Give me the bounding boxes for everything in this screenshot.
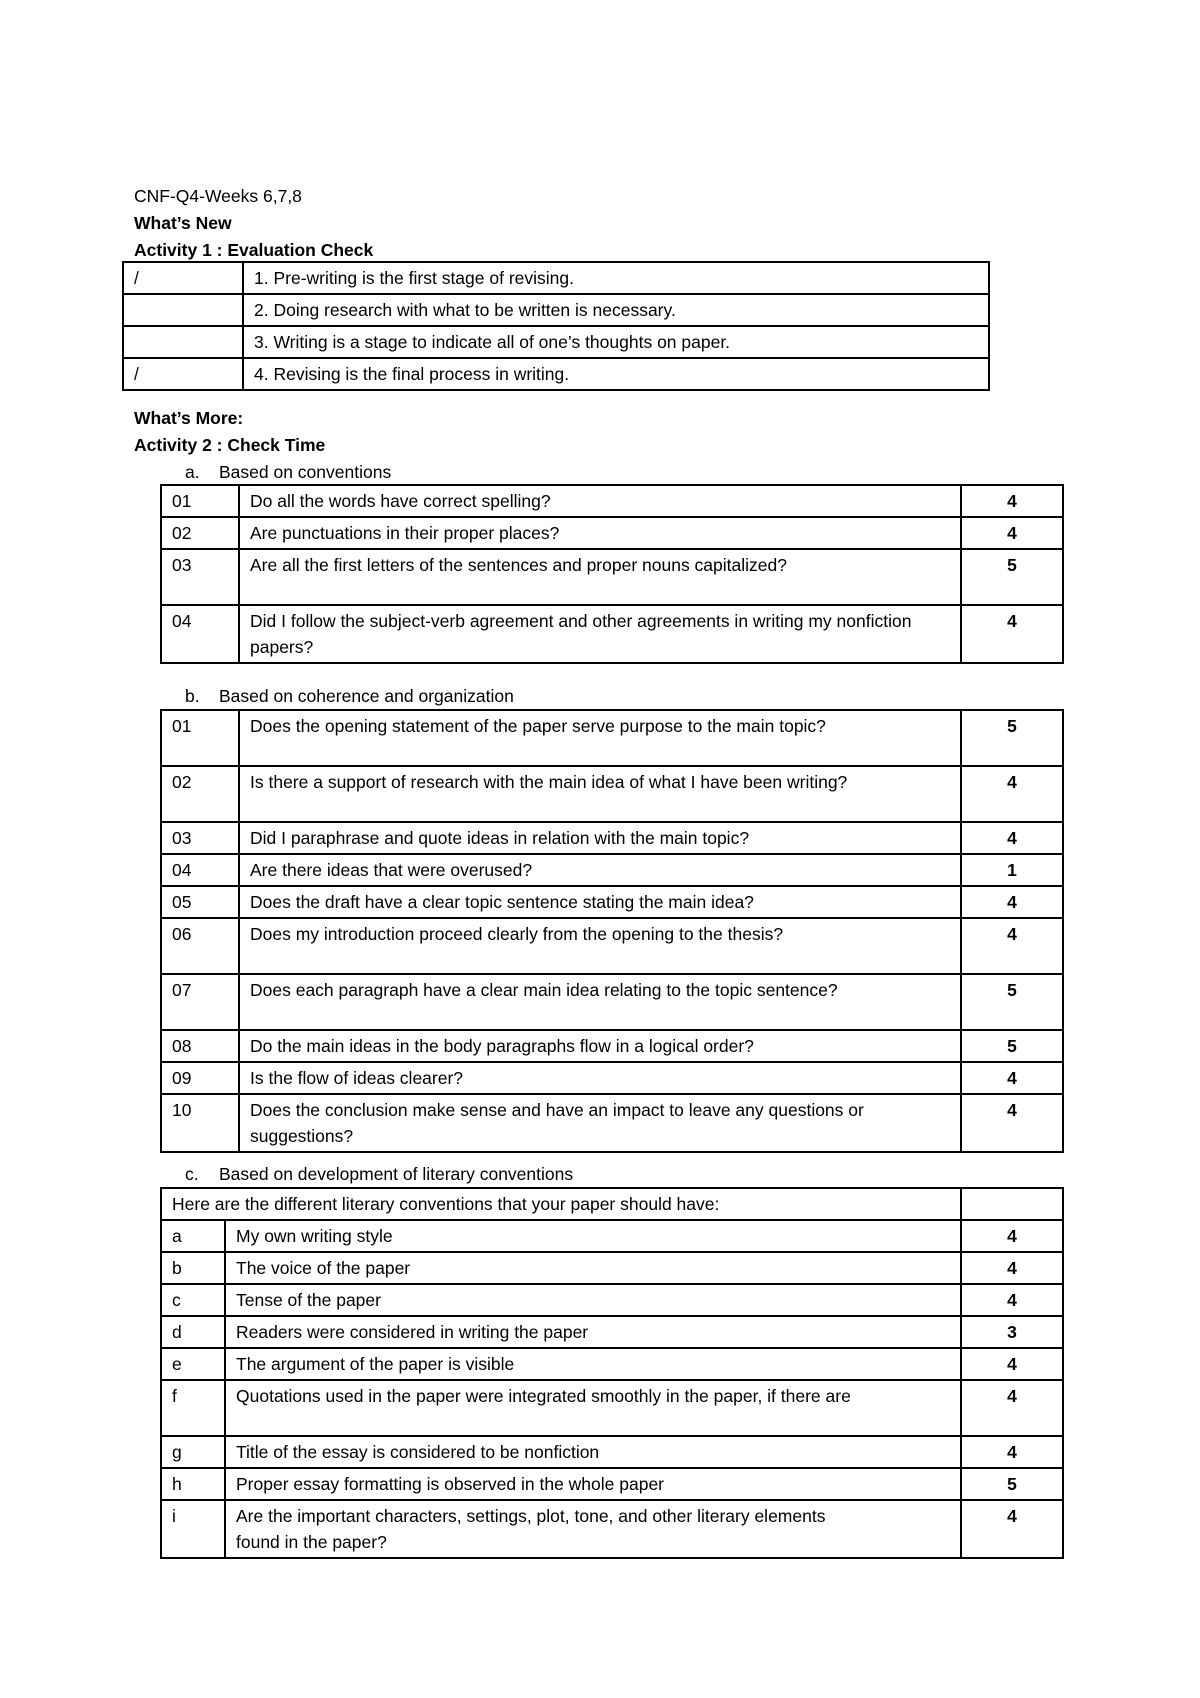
score: 4 (961, 485, 1063, 517)
table-row (161, 1284, 1063, 1316)
score: 4 (961, 1094, 1063, 1152)
score: 4 (961, 766, 1063, 822)
score: 4 (961, 1500, 1063, 1558)
table-row (161, 517, 1063, 549)
score: 3 (961, 1316, 1063, 1348)
table-row (161, 1316, 1063, 1348)
table-row (161, 822, 1063, 854)
table-row (161, 854, 1063, 886)
score: 5 (961, 1468, 1063, 1500)
item-number: 04 (161, 605, 239, 663)
score: 4 (961, 1252, 1063, 1284)
question: Do the main ideas in the body paragraphs flow in a logical order? (239, 1030, 961, 1062)
table-row (161, 1094, 1063, 1152)
convention: The argument of the paper is visible (225, 1348, 961, 1380)
table-row (161, 549, 1063, 605)
convention: Are the important characters, settings, plot, tone, and other literary elements found in the paper? (225, 1500, 961, 1558)
question: Does my introduction proceed clearly from the opening to the thesis? (239, 918, 961, 974)
part-c-letter: c. (185, 1164, 199, 1184)
score: 4 (961, 886, 1063, 918)
table-row (123, 294, 989, 326)
table-row (161, 1220, 1063, 1252)
score: 4 (961, 1220, 1063, 1252)
question: Does the draft have a clear topic sentence stating the main idea? (239, 886, 961, 918)
part-a-title: Based on conventions (219, 462, 392, 482)
part-c-heading (185, 1161, 573, 1187)
item-letter: b (161, 1252, 225, 1284)
part-a-heading (185, 459, 391, 485)
score: 5 (961, 710, 1063, 766)
table-row (123, 326, 989, 358)
score: 4 (961, 1380, 1063, 1436)
question: Does the conclusion make sense and have an impact to leave any questions or suggestions? (239, 1094, 961, 1152)
question: Is the flow of ideas clearer? (239, 1062, 961, 1094)
item-number: 04 (161, 854, 239, 886)
table-row (161, 1348, 1063, 1380)
item-letter: h (161, 1468, 225, 1500)
question: Are all the first letters of the sentences and proper nouns capitalized? (239, 549, 961, 605)
item-number: 01 (161, 485, 239, 517)
score: 4 (961, 1062, 1063, 1094)
score: 1 (961, 854, 1063, 886)
item-number: 02 (161, 517, 239, 549)
literary-conventions-table (160, 1187, 1064, 1559)
score: 4 (961, 1348, 1063, 1380)
question: Do all the words have correct spelling? (239, 485, 961, 517)
score: 4 (961, 1284, 1063, 1316)
item-number: 03 (161, 822, 239, 854)
empty-score (961, 1188, 1063, 1220)
question: Are punctuations in their proper places? (239, 517, 961, 549)
part-b-heading (185, 683, 514, 709)
score: 4 (961, 605, 1063, 663)
convention: My own writing style (225, 1220, 961, 1252)
statement: 2. Doing research with what to be written is necessary. (243, 294, 989, 326)
question: Does each paragraph have a clear main idea relating to the topic sentence? (239, 974, 961, 1030)
table-row (161, 918, 1063, 974)
item-letter: e (161, 1348, 225, 1380)
item-number: 07 (161, 974, 239, 1030)
score: 5 (961, 1030, 1063, 1062)
convention: The voice of the paper (225, 1252, 961, 1284)
statement: 3. Writing is a stage to indicate all of one’s thoughts on paper. (243, 326, 989, 358)
item-number: 02 (161, 766, 239, 822)
item-number: 08 (161, 1030, 239, 1062)
question: Does the opening statement of the paper serve purpose to the main topic? (239, 710, 961, 766)
table-row (161, 485, 1063, 517)
convention: Title of the essay is considered to be nonfiction (225, 1436, 961, 1468)
convention: Proper essay formatting is observed in the whole paper (225, 1468, 961, 1500)
part-a-letter: a. (185, 462, 200, 482)
conventions-table (160, 484, 1064, 664)
score: 4 (961, 1436, 1063, 1468)
question: Did I follow the subject-verb agreement and other agreements in writing my nonfiction papers? (239, 605, 961, 663)
part-b-title: Based on coherence and organization (219, 686, 514, 706)
table-row (161, 1436, 1063, 1468)
item-letter: a (161, 1220, 225, 1252)
item-letter: g (161, 1436, 225, 1468)
score: 4 (961, 918, 1063, 974)
score: 5 (961, 549, 1063, 605)
item-number: 01 (161, 710, 239, 766)
table-row (123, 358, 989, 390)
score: 5 (961, 974, 1063, 1030)
table-row (161, 1188, 1063, 1220)
convention: Tense of the paper (225, 1284, 961, 1316)
item-letter: i (161, 1500, 225, 1558)
check-mark: / (123, 358, 243, 390)
section-whats-new: What’s New (134, 213, 232, 233)
question: Did I paraphrase and quote ideas in relation with the main topic? (239, 822, 961, 854)
check-mark (123, 326, 243, 358)
item-number: 09 (161, 1062, 239, 1094)
table-row (161, 886, 1063, 918)
part-c-title: Based on development of literary conventions (219, 1164, 574, 1184)
item-number: 05 (161, 886, 239, 918)
activity-2-heading: Activity 2 : Check Time (134, 435, 326, 455)
check-mark: / (123, 262, 243, 294)
convention: Readers were considered in writing the paper (225, 1316, 961, 1348)
item-letter: d (161, 1316, 225, 1348)
intro-text: Here are the different literary conventions that your paper should have: (161, 1188, 961, 1220)
question: Are there ideas that were overused? (239, 854, 961, 886)
item-letter: c (161, 1284, 225, 1316)
score: 4 (961, 822, 1063, 854)
table-row (161, 1380, 1063, 1436)
evaluation-check-table (122, 261, 990, 391)
activity-1-heading: Activity 1 : Evaluation Check (134, 240, 374, 260)
table-row (161, 766, 1063, 822)
check-mark (123, 294, 243, 326)
score: 4 (961, 517, 1063, 549)
section-whats-more: What’s More: (134, 408, 244, 428)
table-row (161, 1500, 1063, 1558)
item-number: 10 (161, 1094, 239, 1152)
table-row (123, 262, 989, 294)
item-number: 06 (161, 918, 239, 974)
statement: 4. Revising is the final process in writing. (243, 358, 989, 390)
item-letter: f (161, 1380, 225, 1436)
part-b-letter: b. (185, 686, 200, 706)
table-row (161, 1252, 1063, 1284)
statement: 1. Pre-writing is the first stage of revising. (243, 262, 989, 294)
coherence-table (160, 709, 1064, 1153)
table-row (161, 605, 1063, 663)
question: Is there a support of research with the main idea of what I have been writing? (239, 766, 961, 822)
table-row (161, 974, 1063, 1030)
table-row (161, 710, 1063, 766)
document-title: CNF-Q4-Weeks 6,7,8 (134, 186, 302, 206)
table-row (161, 1030, 1063, 1062)
convention: Quotations used in the paper were integrated smoothly in the paper, if there are (225, 1380, 961, 1436)
table-row (161, 1468, 1063, 1500)
item-number: 03 (161, 549, 239, 605)
table-row (161, 1062, 1063, 1094)
